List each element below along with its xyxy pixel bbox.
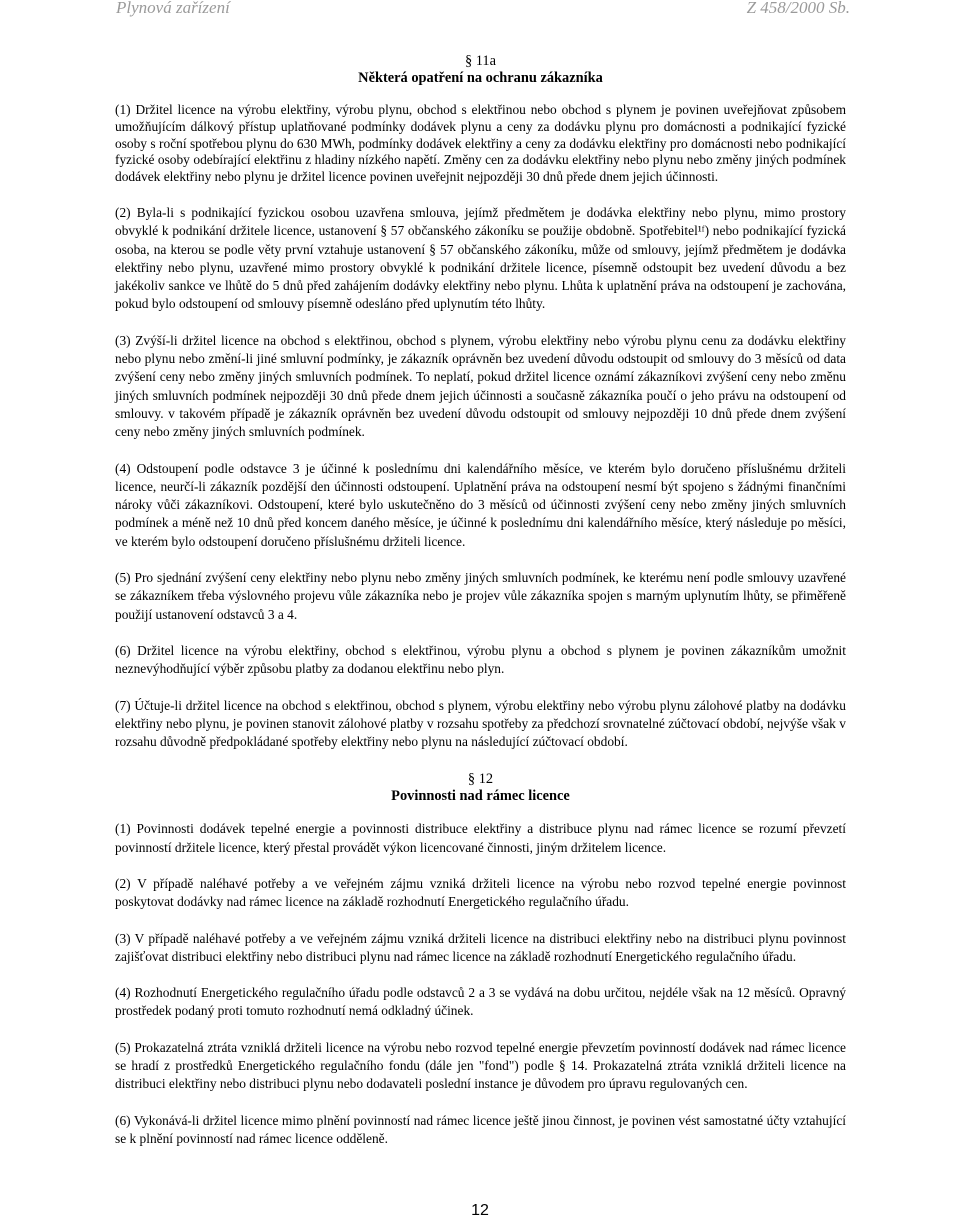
running-header-left: Plynová zařízení (116, 0, 230, 17)
paragraph-11a-5: (5) Pro sjednání zvýšení ceny elektřiny nebo plynu nebo změny jiných smluvních podmínek, ke kterému není podle smlouvy uzavřené se zákazníkem třeba výslovného projevu vůle zákazníka nebo je projev vůle zákazníka spojen s marným uplynutím lhůty, se přiměřeně použijí ustanovení odstavců 3 a 4. (115, 570, 846, 622)
paragraph-12-6: (6) Vykonává-li držitel licence mimo plnění povinností nad rámec licence ještě jinou činnost, je povinen vést samostatné účty vztahující se k plnění povinností nad rámec licence odděleně. (115, 1112, 846, 1146)
paragraph-11a-2: (2) Byla-li s podnikající fyzickou osobou uzavřena smlouva, jejímž předmětem je dodávka elektřiny nebo plynu, mimo prostory obvyklé k podnikání držitele licence, ustanovení § 57 občanského zákoníku se použije obdobně. Spotřebitel¹ᶠ) nebo podnikající fyzická osoba, na kterou se podle věty první vztahuje ustanovení § 57 občanského zákoníku, může od smlouvy, jejímž předmětem je dodávka elektřiny nebo plynu, uzavřené mimo prostory obvyklé k podnikání držitele licence, písemně odstoupit bez uvedení důvodu a bez jakékoliv sankce ve lhůtě do 5 dnů před zahájením dodávky elektřiny nebo plynu. Lhůta k uplatnění práva na odstoupení je zachována, pokud bylo odstoupení od smlouvy písemně odesláno před uplynutím této lhůty. (115, 204, 846, 312)
page-number: 12 (471, 1202, 489, 1219)
paragraph-12-5: (5) Prokazatelná ztráta vzniklá držiteli licence na výrobu nebo rozvod tepelné energie převzetím povinností dodávek nad rámec licence se hradí z prostředků Energetického regulačního fondu (dále jen "fond") podle § 14. Prokazatelná ztráta vzniklá držiteli licence na distribuci elektřiny nebo distribuci plynu nebo dodavateli poslední instance je důvodem pro úpravu regulovaných cen. (115, 1039, 846, 1092)
paragraph-11a-3: (3) Zvýší-li držitel licence na obchod s elektřinou, obchod s plynem, výrobu elektřiny nebo výrobu plynu cenu za dodávku elektřiny nebo plynu nebo změní-li jiné smluvní podmínky, je zákazník oprávněn bez uvedení důvodu odstoupit od smlouvy do 3 měsíců od data zvýšení ceny nebo změny jiných smluvních podmínek. To neplatí, pokud držitel licence oznámí zákazníkovi zvýšení ceny nebo změnu jiných smluvních podmínek nejpozději 30 dnů přede dnem jejich účinnosti a současně zákazníka poučí o jeho právu na odstoupení od smlouvy. v takovém případě je zákazník oprávněn bez uvedení důvodu odstoupit od smlouvy nejpozději 10 dnů přede dnem zvýšení ceny nebo změny jiných smluvních podmínek. (115, 332, 846, 440)
section-title: Povinnosti nad rámec licence (391, 788, 570, 805)
section-heading-11a (115, 53, 846, 87)
paragraph-11a-6: (6) Držitel licence na výrobu elektřiny, obchod s elektřinou, výrobu plynu a obchod s plynem je povinen zákazníkům umožnit neznevýhodňující výběr způsobu platby za dodanou elektřinu nebo plyn. (115, 642, 846, 677)
paragraph-11a-4: (4) Odstoupení podle odstavce 3 je účinné k poslednímu dni kalendářního měsíce, ve kterém bylo doručeno příslušnému držiteli licence, neurčí-li zákazník pozdější den účinnosti odstoupení. Uplatnění práva na odstoupení nesmí být spojeno s žádnými finančními nároky vůči zákazníkovi. Odstoupení, které bylo uskutečněno do 3 měsíců od účinnosti zvýšení ceny nebo změny jiných smluvních podmínek a méně než 10 dnů před koncem daného měsíce, je účinné k poslednímu dni kalendářního měsíce, který následuje po měsíci, ve kterém bylo odstoupení doručeno příslušnému držiteli licence. (115, 460, 846, 549)
paragraph-11a-7: (7) Účtuje-li držitel licence na obchod s elektřinou, obchod s plynem, výrobu elektřiny nebo výrobu plynu zálohové platby na dodávku elektřiny nebo plynu, je povinen stanovit zálohové platby v rozsahu spotřeby za předchozí srovnatelné zúčtovací období, nejvýše však v rozsahu důvodně předpokládané spotřeby elektřiny nebo plynu na následující zúčtovací období. (115, 697, 846, 750)
paragraph-12-2: (2) V případě naléhavé potřeby a ve veřejném zájmu vzniká držiteli licence na výrobu nebo rozvod tepelné energie povinnost poskytovat dodávky nad rámec licence na základě rozhodnutí Energetického regulačního úřadu. (115, 876, 846, 910)
section-number: § 12 (467, 771, 494, 788)
running-header-right: Z 458/2000 Sb. (746, 0, 850, 17)
paragraph-12-4: (4) Rozhodnutí Energetického regulačního úřadu podle odstavců 2 a 3 se vydává na dobu určitou, nejdéle však na 12 měsíců. Opravný prostředek podaný proti tomuto rozhodnutí nemá odkladný účinek. (115, 985, 846, 1019)
paragraph-12-3: (3) V případě naléhavé potřeby a ve veřejném zájmu vzniká držiteli licence na distribuci elektřiny nebo na distribuci plynu povinnost zajišťovat distribuci elektřiny nebo distribuci plynu nad rámec licence na základě rozhodnutí Energetického regulačního úřadu. (115, 930, 846, 964)
section-number: § 11a (464, 53, 497, 69)
paragraph-12-1: (1) Povinnosti dodávek tepelné energie a povinnosti distribuce elektřiny a distribuce plynu nad rámec licence se rozumí převzetí povinností držitele licence, který přestal provádět výkon licencované činnosti, jiným držitelem licence. (115, 821, 846, 855)
document-body (115, 53, 846, 1148)
section-heading-12 (115, 771, 846, 805)
paragraph-11a-1: (1) Držitel licence na výrobu elektřiny, výrobu plynu, obchod s elektřinou nebo obchod s plynem je povinen uveřejňovat způsobem umožňujícím dálkový přístup uplatňované podmínky dodávek plynu a ceny za dodávku plynu pro domácnosti a podnikající fyzické osoby s roční spotřebou plynu do 630 MWh, podmínky dodávek elektřiny a ceny za dodávku elektřiny pro domácnosti nebo podnikající fyzické osoby odebírající elektřinu z hladiny nízkého napětí. Změny cen za dodávku elektřiny nebo plynu nebo změny jiných podmínek dodávek elektřiny nebo plynu je držitel licence povinen uveřejnit nejpozději 30 dnů přede dnem jejich účinnosti. (115, 102, 846, 185)
section-title: Některá opatření na ochranu zákazníka (358, 70, 603, 86)
